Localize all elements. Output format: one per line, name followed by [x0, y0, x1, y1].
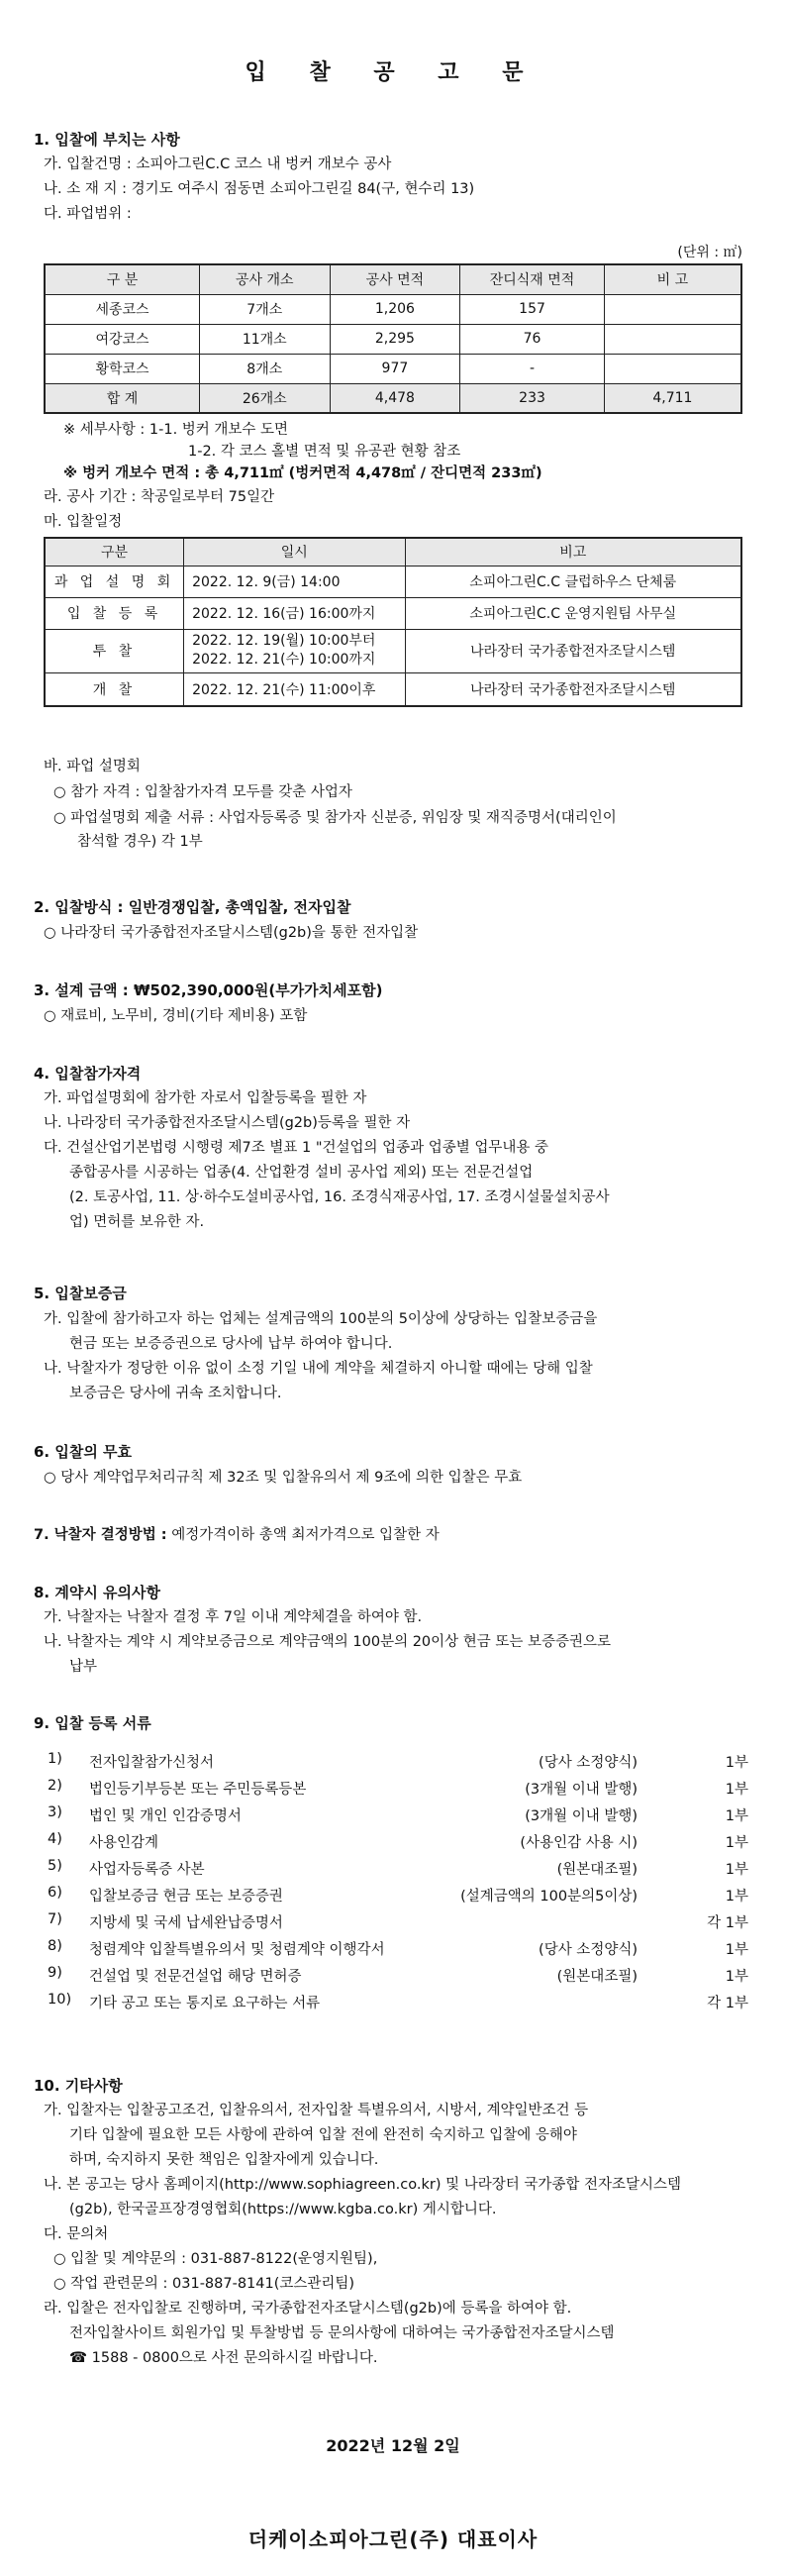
- doc-name: 청렴계약 입찰특별유의서 및 청렴계약 이행각서: [89, 1942, 385, 1958]
- contact-work: ○ 작업 관련문의 : 031-887-8141(코스관리팀): [53, 2276, 355, 2292]
- doc-name: 기타 공고 또는 통지로 요구하는 서류: [89, 1996, 321, 2011]
- list-item: [48, 1965, 748, 1991]
- list-item: [48, 1938, 748, 1964]
- bid-start: 2022. 12. 19(월) 10:00부터: [192, 633, 376, 649]
- doc-condition: (원본대조필): [556, 1969, 638, 1985]
- section-6-text: ○ 당사 계약업무처리규칙 제 32조 및 입찰유의서 제 9조에 의한 입찰은 무효: [44, 1470, 523, 1486]
- schedule-table: [44, 537, 742, 707]
- doc-quantity: 1부: [725, 1808, 748, 1824]
- doc-no: 1): [48, 1751, 62, 1767]
- table-total-row: [45, 383, 741, 413]
- table-cell: 합 계: [45, 383, 199, 413]
- note-detail-1: ※ 세부사항 : 1-1. 벙커 개보수 도면: [63, 422, 289, 438]
- table-row: [45, 672, 741, 706]
- doc-quantity: 각 1부: [707, 1915, 748, 1931]
- doc-condition: (설계금액의 100분의5이상): [460, 1889, 638, 1905]
- section-8-heading: 8. 계약시 유의사항: [34, 1584, 161, 1601]
- section-10-item-a-cont: 하며, 숙지하지 못한 책임은 입찰자에게 있습니다.: [69, 2152, 379, 2168]
- table-cell: 나라장터 국가종합전자조달시스템: [405, 629, 741, 672]
- section-10-heading: 10. 기타사항: [34, 2077, 123, 2095]
- doc-no: 8): [48, 1938, 62, 1954]
- unit-label: (단위 : ㎡): [677, 245, 742, 260]
- table-cell: 7개소: [199, 294, 330, 324]
- table-cell: 나라장터 국가종합전자조달시스템: [405, 672, 741, 706]
- list-item: [48, 1751, 748, 1777]
- signer-name: 더케이소피아그린(주) 대표이사: [247, 2527, 539, 2551]
- doc-no: 6): [48, 1885, 62, 1901]
- table-cell: 11개소: [199, 324, 330, 354]
- area-table: [44, 263, 742, 414]
- doc-condition: (원본대조필): [556, 1862, 638, 1878]
- section-8-item-a: 가. 낙찰자는 낙찰자 결정 후 7일 이내 계약체결을 하여야 함.: [44, 1609, 423, 1625]
- table-cell: 과 업 설 명 회: [45, 566, 184, 597]
- section-2-text: ○ 나라장터 국가종합전자조달시스템(g2b)을 통한 전자입찰: [44, 925, 419, 941]
- table-cell: 8개소: [199, 354, 330, 383]
- section-5-item-b-cont: 보증금은 당사에 귀속 조치합니다.: [69, 1386, 282, 1401]
- table-cell: 26개소: [199, 383, 330, 413]
- list-item: [48, 1911, 748, 1937]
- table-cell: 4,478: [330, 383, 460, 413]
- table-cell: 2022. 12. 21(수) 11:00이후: [184, 672, 405, 706]
- table-cell: 소피아그린C.C 클럽하우스 단체룸: [405, 566, 741, 597]
- header-cell: 구 분: [45, 264, 199, 294]
- doc-name: 사업자등록증 사본: [89, 1862, 205, 1878]
- briefing-documents: ○ 파업설명회 제출 서류 : 사업자등록증 및 참가자 신분증, 위임장 및 재직증명서(대리인이: [53, 810, 617, 826]
- section-3-text: ○ 재료비, 노무비, 경비(기타 제비용) 포함: [44, 1008, 308, 1024]
- notice-date: 2022년 12월 2일: [326, 2436, 460, 2455]
- table-cell: 4,711: [604, 383, 741, 413]
- list-item: [48, 1885, 748, 1910]
- doc-condition: (당사 소정양식): [539, 1942, 638, 1958]
- table-cell: 입 찰 등 록: [45, 597, 184, 629]
- briefing-documents-cont: 참석할 경우) 각 1부: [77, 834, 203, 850]
- doc-name: 건설업 및 전문건설업 해당 면허증: [89, 1969, 302, 1985]
- list-item: [48, 1831, 748, 1857]
- section-5-item-b: 나. 낙찰자가 정당한 이유 없이 소정 기일 내에 계약을 체결하지 아니할 때에는 당해 입찰: [44, 1361, 593, 1377]
- location: 나. 소 재 지 : 경기도 여주시 점동면 소피아그린길 84(구, 현수리 13): [44, 181, 475, 197]
- table-cell: 2022. 12. 9(금) 14:00: [184, 566, 405, 597]
- table-cell: 1,206: [330, 294, 460, 324]
- briefing-label: 바. 파업 설명회: [44, 759, 141, 774]
- section-4-item-c-cont: 업) 면허를 보유한 자.: [69, 1214, 205, 1230]
- section-7: [34, 1525, 440, 1545]
- doc-condition: (사용인감 사용 시): [520, 1835, 638, 1851]
- section-1-heading: 1. 입찰에 부치는 사항: [34, 131, 180, 149]
- section-4-item-a: 가. 파업설명회에 참가한 자로서 입찰등록을 필한 자: [44, 1090, 367, 1106]
- list-item: [48, 1804, 748, 1830]
- section-4-item-c: 다. 건설산업기본법령 시행령 제7조 별표 1 "건설업의 업종과 업종별 업무내용 중: [44, 1140, 549, 1156]
- doc-condition: (3개월 이내 발행): [525, 1808, 638, 1824]
- section-8-item-b-cont: 납부: [69, 1659, 98, 1675]
- doc-no: 9): [48, 1965, 62, 1981]
- table-cell: -: [460, 354, 605, 383]
- section-4-item-b: 나. 나라장터 국가종합전자조달시스템(g2b)등록을 필한 자: [44, 1115, 411, 1131]
- doc-no: 2): [48, 1778, 62, 1794]
- area-table-header: [45, 264, 741, 294]
- table-row: [45, 566, 741, 597]
- table-row: [45, 597, 741, 629]
- list-item: [48, 1858, 748, 1884]
- doc-name: 지방세 및 국세 납세완납증명서: [89, 1915, 283, 1931]
- section-6-heading: 6. 입찰의 무효: [34, 1443, 133, 1461]
- briefing-eligibility: ○ 참가 자격 : 입찰참가자격 모두를 갖춘 사업자: [53, 784, 352, 800]
- doc-no: 7): [48, 1911, 62, 1927]
- doc-no: 5): [48, 1858, 62, 1874]
- section-4-heading: 4. 입찰참가자격: [34, 1065, 142, 1082]
- schedule-label: 마. 입찰일정: [44, 514, 123, 530]
- doc-quantity: 1부: [725, 1969, 748, 1985]
- table-cell: [604, 324, 741, 354]
- note-total-area: ※ 벙커 개보수 면적 : 총 4,711㎡ (벙커면적 4,478㎡ / 잔디면적 233㎡): [63, 465, 542, 481]
- section-2-heading: 2. 입찰방식 : 일반경쟁입찰, 총액입찰, 전자입찰: [34, 898, 351, 916]
- table-cell: 소피아그린C.C 운영지원팀 사무실: [405, 597, 741, 629]
- list-item: [48, 1778, 748, 1803]
- header-cell: 비 고: [604, 264, 741, 294]
- table-cell: 투 찰: [45, 629, 184, 672]
- doc-quantity: 1부: [725, 1942, 748, 1958]
- header-cell: 공사 면적: [330, 264, 460, 294]
- section-10-item-a-cont: 기타 입찰에 필요한 모든 사항에 관하여 입찰 전에 완전히 숙지하고 입찰에 응해야: [69, 2127, 577, 2143]
- doc-name: 입찰보증금 현금 또는 보증증권: [89, 1889, 283, 1905]
- table-cell: 233: [460, 383, 605, 413]
- table-cell: 여강코스: [45, 324, 199, 354]
- page-title: 입 찰 공 고 문: [245, 60, 541, 85]
- section-4-item-c-cont: 종합공사를 시공하는 업종(4. 산업환경 설비 공사업 제외) 또는 전문건설업: [69, 1165, 534, 1181]
- section-5-item-a-cont: 현금 또는 보증증권으로 당사에 납부 하여야 합니다.: [69, 1336, 393, 1352]
- section-10-item-d-cont: ☎ 1588 - 0800으로 사전 문의하시길 바랍니다.: [69, 2350, 378, 2366]
- header-cell: 비고: [405, 538, 741, 566]
- table-cell: [604, 294, 741, 324]
- section-10-item-b-cont: (g2b), 한국골프장경영협회(https://www.kgba.co.kr) 게시합니다.: [69, 2202, 497, 2217]
- table-cell: 2,295: [330, 324, 460, 354]
- table-cell: [604, 354, 741, 383]
- table-cell: 76: [460, 324, 605, 354]
- section-8-item-b: 나. 낙찰자는 계약 시 계약보증금으로 계약금액의 100분의 20이상 현금 또는 보증증권으로: [44, 1634, 612, 1650]
- note-detail-2: 1-2. 각 코스 홀별 면적 및 유공관 현황 참조: [188, 444, 461, 460]
- work-scope-label: 다. 파업범위 :: [44, 206, 132, 222]
- table-cell: 황학코스: [45, 354, 199, 383]
- header-cell: 공사 개소: [199, 264, 330, 294]
- table-cell: 2022. 12. 16(금) 16:00까지: [184, 597, 405, 629]
- doc-condition: (3개월 이내 발행): [525, 1782, 638, 1798]
- doc-quantity: 1부: [725, 1889, 748, 1905]
- table-cell: [184, 629, 405, 672]
- doc-name: 사용인감계: [89, 1835, 159, 1851]
- doc-name: 법인 및 개인 인감증명서: [89, 1808, 242, 1824]
- doc-quantity: 1부: [725, 1835, 748, 1851]
- doc-no: 3): [48, 1804, 62, 1820]
- doc-quantity: 각 1부: [707, 1996, 748, 2011]
- doc-condition: (당사 소정양식): [539, 1755, 638, 1771]
- bid-end: 2022. 12. 21(수) 10:00까지: [192, 652, 376, 668]
- section-10-item-d-cont: 전자입찰사이트 회원가입 및 투찰방법 등 문의사항에 대하여는 국가종합전자조달시스템: [69, 2325, 615, 2341]
- header-cell: 잔디식재 면적: [460, 264, 605, 294]
- contact-label: 다. 문의처: [44, 2226, 109, 2242]
- table-row: [45, 324, 741, 354]
- table-cell: 977: [330, 354, 460, 383]
- header-cell: 일시: [184, 538, 405, 566]
- section-7-heading: 7. 낙찰자 결정방법 :: [34, 1527, 167, 1543]
- table-cell: 157: [460, 294, 605, 324]
- section-9-heading: 9. 입찰 등록 서류: [34, 1714, 151, 1732]
- table-row: [45, 294, 741, 324]
- table-cell: 개 찰: [45, 672, 184, 706]
- doc-no: 10): [48, 1992, 72, 2008]
- section-5-heading: 5. 입찰보증금: [34, 1285, 127, 1302]
- table-row: [45, 629, 741, 672]
- doc-quantity: 1부: [725, 1755, 748, 1771]
- doc-quantity: 1부: [725, 1862, 748, 1878]
- section-10-item-d: 라. 입찰은 전자입찰로 진행하며, 국가종합전자조달시스템(g2b)에 등록을 하여야 함.: [44, 2301, 572, 2317]
- construction-period: 라. 공사 기간 : 착공일로부터 75일간: [44, 489, 275, 505]
- doc-name: 전자입찰참가신청서: [89, 1755, 215, 1771]
- section-10-item-a: 가. 입찰자는 입찰공고조건, 입찰유의서, 전자입찰 특별유의서, 시방서, 계약일반조건 등: [44, 2103, 589, 2118]
- section-5-item-a: 가. 입찰에 참가하고자 하는 업체는 설계금액의 100분의 5이상에 상당하는 입찰보증금을: [44, 1311, 598, 1327]
- doc-quantity: 1부: [725, 1782, 748, 1798]
- table-cell: 세종코스: [45, 294, 199, 324]
- section-4-item-c-cont: (2. 토공사업, 11. 상·하수도설비공사업, 16. 조경식재공사업, 17. 조경시설물설치공사: [69, 1189, 610, 1205]
- header-cell: 구분: [45, 538, 184, 566]
- doc-no: 4): [48, 1831, 62, 1847]
- section-10-item-b: 나. 본 공고는 당사 홈페이지(http://www.sophiagreen.co.kr) 및 나라장터 국가종합 전자조달시스템: [44, 2177, 682, 2193]
- contact-bid: ○ 입찰 및 계약문의 : 031-887-8122(운영지원팀),: [53, 2251, 378, 2267]
- bid-name: 가. 입찰건명 : 소피아그린C.C 코스 내 벙커 개보수 공사: [44, 156, 392, 172]
- section-7-text: 예정가격이하 총액 최저가격으로 입찰한 자: [171, 1527, 440, 1543]
- table-row: [45, 354, 741, 383]
- section-3-heading: 3. 설계 금액 : ₩502,390,000원(부가가치세포함): [34, 981, 383, 999]
- schedule-header: [45, 538, 741, 566]
- list-item: [48, 1992, 748, 2017]
- doc-name: 법인등기부등본 또는 주민등록등본: [89, 1782, 307, 1798]
